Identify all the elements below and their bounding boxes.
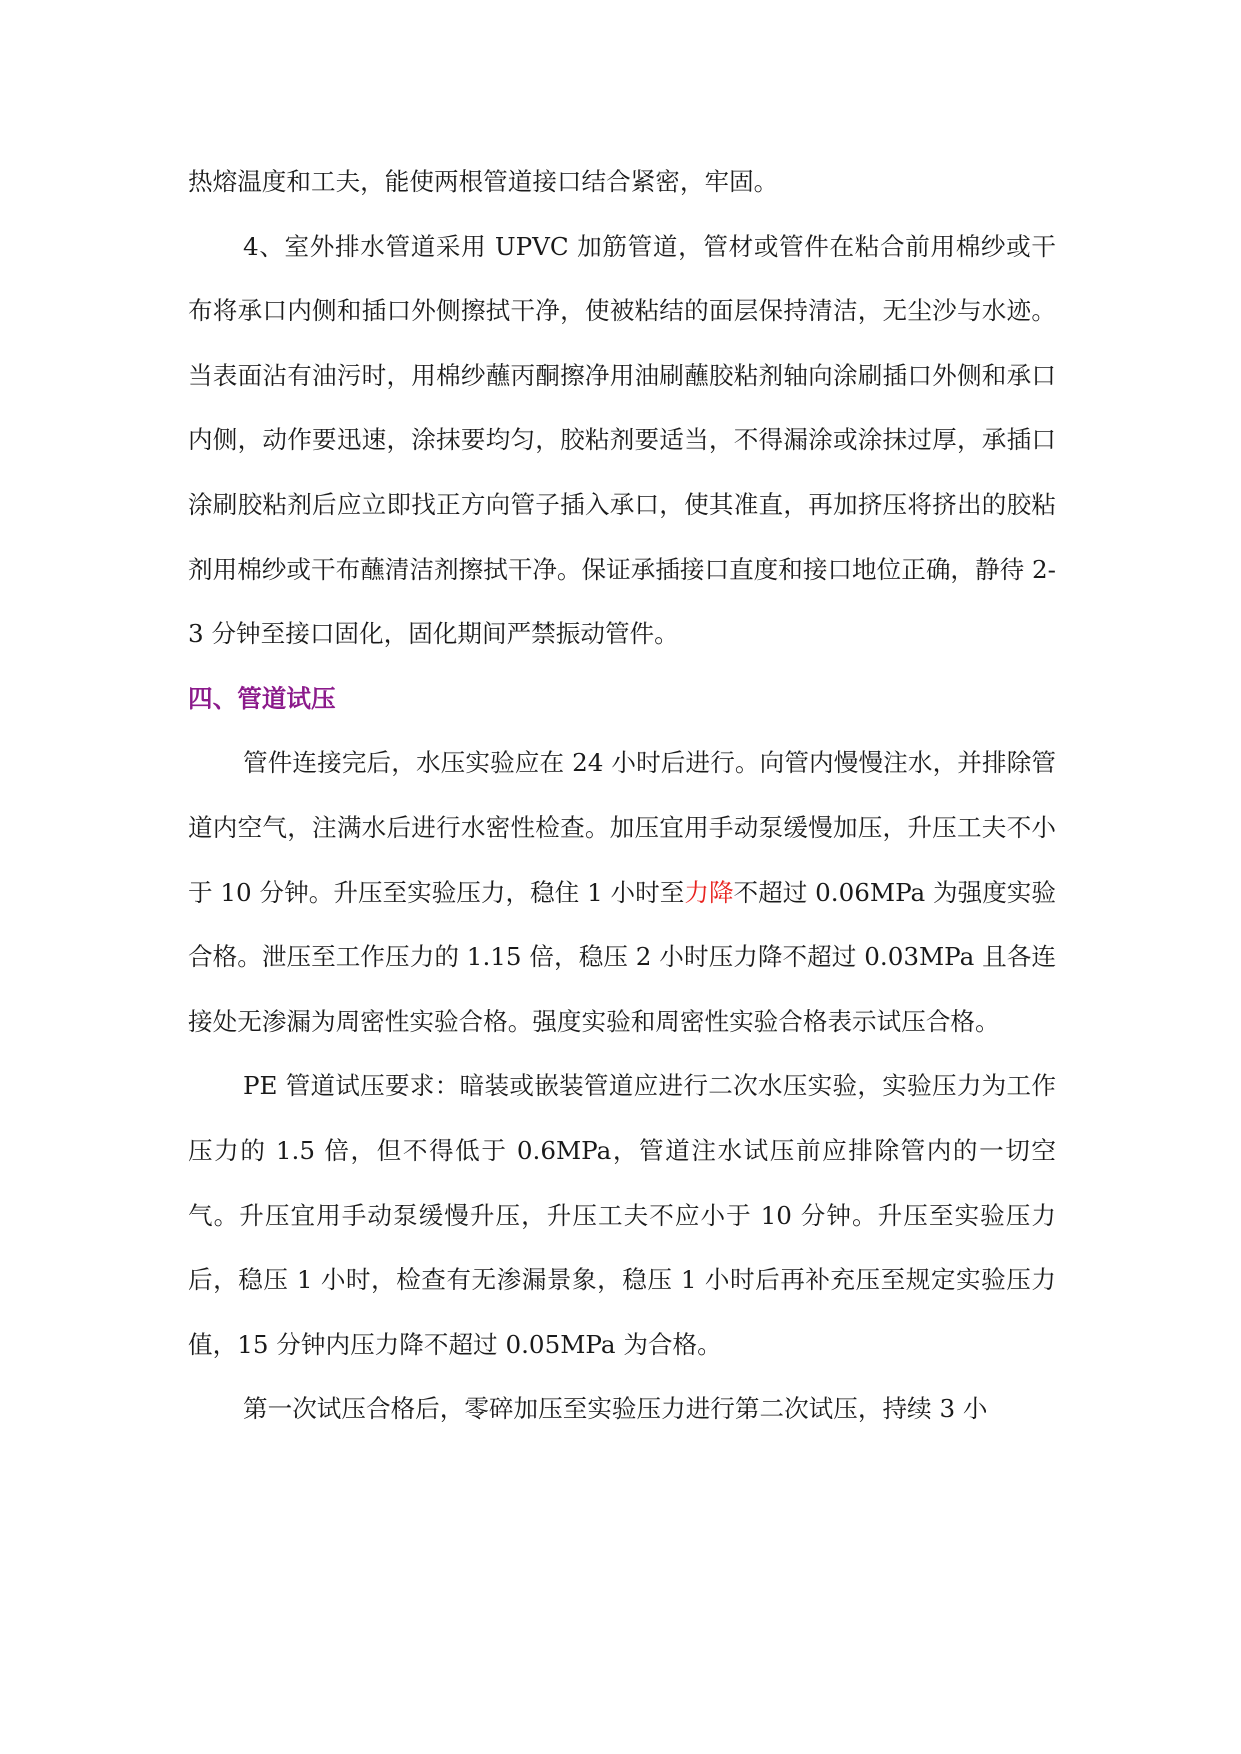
section-heading-pipe-pressure-test: 四、管道试压 bbox=[188, 683, 336, 713]
document-page bbox=[188, 150, 1056, 1442]
paragraph-continuation: 热熔温度和工夫，能使两根管道接口结合紧密，牢固。 bbox=[188, 167, 779, 196]
paragraph-upvc-drainage: 4、室外排水管道采用 UPVC 加筋管道，管材或管件在粘合前用棉纱或干布将承口内侧和插口外侧擦拭干净，使被粘结的面层保持清洁，无尘沙与水迹。当表面沾有油污时，用棉纱蘸丙酮擦净用油刷蘸胶粘剂轴向涂刷插口外侧和承口内侧，动作要迅速，涂抹要均匀，胶粘剂要适当，不得漏涂或涂抹过厚，承插口涂刷胶粘剂后应立即找正方向管子插入承口，使其准直，再加挤压将挤出的胶粘剂用棉纱或干布蘸清洁剂擦拭干净。保证承插接口直度和接口地位正确，静待 2-3 分钟至接口固化，固化期间严禁振动管件。 bbox=[188, 231, 1056, 649]
highlighted-text: 力降 bbox=[684, 877, 734, 907]
paragraph-pe-pipe-test: PE 管道试压要求：暗装或嵌装管道应进行二次水压实验，实验压力为工作压力的 1.5 倍，但不得低于 0.6MPa，管道注水试压前应排除管内的一切空气。升压宜用手动泵缓慢升压，升压工夫不应小于 10 分钟。升压至实验压力后，稳压 1 小时，检查有无渗漏景象，稳压 1 小时后再补充压至规定实验压力值，15 分钟内压力降不超过 0.05MPa 为合格。 bbox=[188, 1071, 1056, 1359]
paragraph-second-test: 第一次试压合格后，零碎加压至实验压力进行第二次试压，持续 3 小 bbox=[243, 1394, 988, 1424]
paragraph-hydrostatic-test bbox=[188, 731, 1056, 1054]
paragraph-text: 管件连接完后，水压实验应在 24 小时后进行。向管内慢慢注水，并排除管道内空气，注满水后进行水密性检查。加压宜用手动泵缓慢加压，升压工夫不小于 10 分钟。升压至实验压力，稳住 1 小时至 bbox=[188, 748, 1056, 907]
paragraph-text: 不超过 0.06MPa 为强度实验合格。泄压至工作压力的 1.15 倍，稳压 2 小时压力降不超过 0.03MPa 且各连接处无渗漏为周密性实验合格。强度实验和周密性实验合格表示试压合格。 bbox=[188, 877, 1056, 1036]
